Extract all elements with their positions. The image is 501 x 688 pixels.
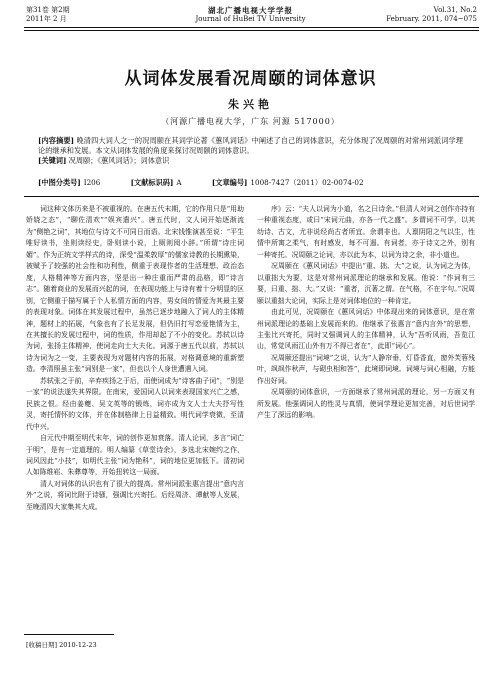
volume-cn: 第31卷 第2期 <box>26 6 70 14</box>
abstract-block <box>38 136 463 166</box>
body-paragraph: 况周颐的词体意识，一方面继承了常州词派的理论，另一方面又有所发展。他强调词人的性灵与真情，使词学理论更加完善，对后世词学产生了深远的影响。 <box>257 388 475 420</box>
article-id-value: 1008-7427（2011）02-0074-02 <box>250 178 364 187</box>
received-date-footnote: [收稿日期] 2010-12-23 <box>26 641 97 649</box>
abstract-text: 晚清四大词人之一的况周颐在其词学论著《蕙风词话》中阐述了自己的词体意识，充分体现了况周颐的对常州词派词学理论的继承和发展。本文从词体发展的角度来探讨况周颐的词体意识。 <box>38 136 463 155</box>
body-paragraph: 由此可见，况周颐在《蕙风词话》中体现出来的词体意识，是在常州词派理论的基础上发展而来的。他继承了张惠言“意内言外”的思想，主张比兴寄托，同时又强调词人的主体精神，认为“吾听风雨，吾览江山，常觉风雨江山外有万不得已者在”，此即“词心”。 <box>257 308 475 351</box>
footnote-rule <box>24 634 114 635</box>
article-id-item <box>212 178 378 187</box>
abstract-separator <box>24 196 479 197</box>
date-cn: 2011年 2 月 <box>26 15 67 23</box>
volume-en: Vol.31, No.2 <box>433 6 477 14</box>
date-en: February. 2011, 074~075 <box>386 15 477 23</box>
article-id-label: [文章编号] <box>211 178 248 187</box>
doc-code-item <box>131 178 198 187</box>
body-column-right <box>257 204 475 422</box>
abstract-label: [内容摘要] <box>38 136 75 145</box>
body-paragraph: 序》云：“夫人以词为小道，名之曰诗余。”但清人对词之创作亦持有一种重视态度，或曰“宋词元曲，亦各一代之盛”。多谓词不可学，以其幼诗、古文，尤非说经尚古者所宜。余谓非也。人禀阴阳之气以生，性情中所寓之柔气，有时感发，每不可遏。有词者，亦于诗文之外，别有一种寄托。况周颐之论词，亦以此为本，以词为诗之余，非小道也。 <box>257 205 475 259</box>
journal-name-cn: 湖北广播电视大学学报 <box>208 6 293 15</box>
keywords-label: [关键词] <box>38 156 67 165</box>
doc-code-value: A <box>176 178 182 187</box>
paper-title: 从词体发展看况周颐的词体意识 <box>124 69 377 89</box>
clc-item <box>38 178 117 187</box>
body-paragraph: 况周颐在《蕙风词话》中提出“重、拙、大”之说，认为词之为体，以重拙大为要，这是对常州词派理论的继承和发展。他说：“作词有三要，曰重、拙、大。”又说：“重者，沉著之谓。在气格，不在字句。”况周颐以重拙大论词，实际上是对词体地位的一种肯定。 <box>257 262 475 305</box>
body-paragraph: 清人对词体的认识也有了很大的提高。常州词派张惠言提出“意内言外”之说，将词比附于诗骚，强调比兴寄托。后经周济、谭献等人发展，至晚清四大家集其大成。 <box>26 479 244 511</box>
clc-label: [中图分类号] <box>38 178 81 187</box>
classification-line <box>38 178 463 188</box>
author-name: 朱兴艳 <box>228 98 273 111</box>
doc-code-label: [文献标识码] <box>130 178 174 187</box>
keywords-text: 况周颐；《蕙风词话》；词体意识 <box>68 156 170 165</box>
body-paragraph: 苏轼张之于前，辛弃疾扬之于后，而使词成为“诗客曲子词”，“别是一家”的说法遂失其界限。在南宋，爱国词人以词来表现国家兴亡之感，民族之恨。经由姜夔、吴文英等的锻炼，词亦成为文人士大夫抒写性灵，寄托情怀的文体，并在体制格律上日益精致。明代词学衰微，至清代中兴。 <box>26 376 244 431</box>
header-rule-thin <box>24 30 479 31</box>
clc-value: I206 <box>83 178 101 187</box>
author-affiliation: （河源广播电视大学，广东 河源 517000） <box>161 117 340 126</box>
body-paragraph: 自元代中期至明代末年，词的创作更加衰落。清人论词，多言“词亡于明”，是有一定道理的。明人编纂《草堂诗余》，多选北宋婉约之作，词风因此“小技”，如明代主张“词为艳科”，词的地位更加低下。清初词人如陈维崧、朱彝尊等，开始扭转这一局面。 <box>26 434 244 477</box>
journal-name-en: Journal of HuBei TV University <box>195 15 306 23</box>
body-paragraph: 况周颐还提出“词境”之说，认为“人静帘垂，灯昏香直，窗外芙蓉残叶，飒飒作秋声，与砌虫相和答”，此境即词境。词境与词心相融，方能作出好词。 <box>257 353 475 385</box>
header-right <box>386 6 477 24</box>
body-column-left <box>26 204 244 513</box>
header-rule-thick <box>24 27 479 28</box>
body-paragraph: 词这种文体历来是不被重视的。在唐五代末期，它的作用只是“用助娇娆之态”，“聊佐清欢”“娱宾遣兴”。唐五代时，文人词开始逐渐流为“侧艳之词”，其地位与诗文不可同日而语。北宋钱惟演甚至说：“平生唯好读书，坐则读经史，卧则读小说，上厕则阅小辞。”所谓“诗庄词媚”。作为正统文学样式的诗，深受“温柔敦厚”的儒家诗教的长期熏染，被赋予了较强的社会性和功利性，侧重于表现作者的生活理想、政治态度，人格精神等方面内容，坚是出一种庄重而严肃的品格，即“诗言志”。随着商业的发展而兴起的词，在表现功能上与诗有着十分明显的区别，它侧重于描写属于个人私情方面的内容，男女间的情爱为其最主要的表现对象。词体在其发展过程中，虽然已逐步地融入了词人的主体精神，题材上的拓展，气象也有了长足发展，但仍旧打写恋爱艳情为主，在其擅长的发展过程中，词的性质，作用却起了不小的变化。苏轼以诗为词，张扬主体精神，使词走向士大夫化。词源于唐五代以前，苏轼以诗为词为之一变，主要表现为对题材内容的拓展，对格调意境的重新塑造。李清照虽主张“词别是一家”，但也以个人身世遭遇入词。 <box>26 205 244 374</box>
